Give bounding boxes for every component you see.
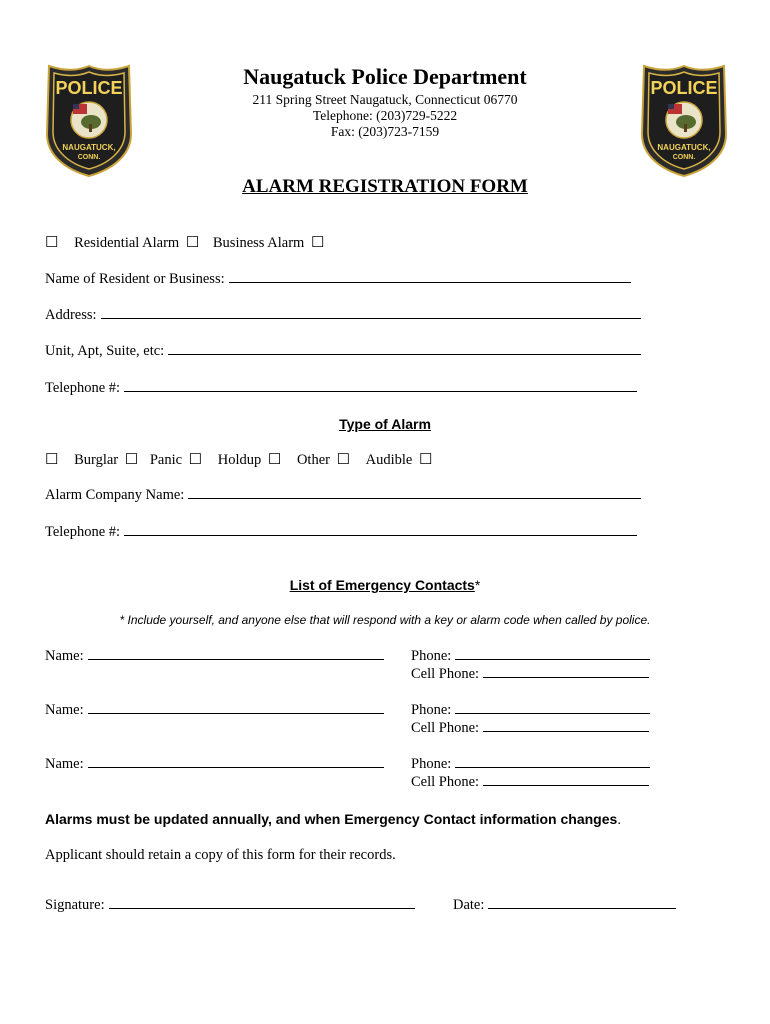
contact-1-cell-input[interactable] bbox=[483, 665, 649, 678]
contact-3-name-row bbox=[45, 755, 384, 773]
badge-right-bottom2-text: CONN. bbox=[672, 154, 696, 161]
contact-2-name-input[interactable] bbox=[88, 701, 384, 714]
date-label: Date: bbox=[453, 897, 485, 913]
badge-left-bottom2-text: CONN. bbox=[77, 154, 101, 161]
address-row bbox=[45, 306, 641, 324]
audible-label: Audible bbox=[365, 452, 413, 468]
resident-name-row bbox=[45, 270, 631, 288]
contact-3-phone-label: Phone: bbox=[411, 756, 452, 772]
contact-1-phone-input[interactable] bbox=[455, 647, 650, 660]
unit-label: Unit, Apt, Suite, etc: bbox=[45, 343, 165, 359]
department-address: 211 Spring Street Naugatuck, Connecticut 06770 bbox=[252, 92, 518, 107]
contact-2-cell-row bbox=[411, 719, 649, 737]
update-notice: Alarms must be updated annually, and when Emergency Contact information changes bbox=[45, 811, 618, 827]
department-fax: Fax: (203)723-7159 bbox=[330, 124, 440, 139]
retain-copy-note: Applicant should retain a copy of this form for their records. bbox=[45, 847, 396, 863]
resident-name-label: Name of Resident or Business: bbox=[45, 271, 225, 287]
burglar-checkbox[interactable]: ☐ bbox=[45, 452, 59, 468]
residential-label: Residential Alarm bbox=[74, 235, 180, 251]
other-kind-checkbox[interactable]: ☐ bbox=[310, 235, 325, 251]
signature-input[interactable] bbox=[109, 896, 415, 909]
panic-checkbox[interactable]: ☐ bbox=[124, 452, 139, 468]
contact-1-phone-row bbox=[411, 647, 650, 665]
business-label: Business Alarm bbox=[212, 235, 305, 251]
type-of-alarm-heading: Type of Alarm bbox=[339, 416, 431, 432]
contact-2-phone-label: Phone: bbox=[411, 702, 452, 718]
address-label: Address: bbox=[45, 307, 97, 323]
contact-2-name-label: Name: bbox=[45, 702, 84, 718]
emergency-contacts-note: * Include yourself, and anyone else that will respond with a key or alarm code when called by police. bbox=[119, 613, 651, 627]
contact-1-phone-label: Phone: bbox=[411, 648, 452, 664]
contact-1-cell-row bbox=[411, 665, 649, 683]
burglar-label: Burglar bbox=[74, 452, 119, 468]
signature-row bbox=[45, 896, 415, 914]
emergency-contacts-heading: List of Emergency Contacts bbox=[289, 577, 475, 593]
contact-2-phone-input[interactable] bbox=[455, 701, 650, 714]
emergency-contacts-heading-row bbox=[0, 577, 770, 593]
unit-input[interactable] bbox=[168, 342, 641, 355]
date-input[interactable] bbox=[488, 896, 676, 909]
audible-after-checkbox[interactable]: ☐ bbox=[419, 452, 433, 468]
alarm-company-telephone-row bbox=[45, 523, 637, 541]
contact-2-name-row bbox=[45, 701, 384, 719]
contact-3-phone-row bbox=[411, 755, 650, 773]
contact-1-name-row bbox=[45, 647, 384, 665]
residential-checkbox[interactable]: ☐ bbox=[45, 235, 59, 251]
contact-1-cell-label: Cell Phone: bbox=[411, 666, 480, 682]
holdup-label: Holdup bbox=[217, 452, 262, 468]
contact-1-name-input[interactable] bbox=[88, 647, 384, 660]
contact-3-cell-input[interactable] bbox=[483, 773, 649, 786]
alarm-company-label: Alarm Company Name: bbox=[45, 487, 185, 503]
alarm-company-telephone-input[interactable] bbox=[124, 523, 637, 536]
contact-3-cell-row bbox=[411, 773, 649, 791]
other-label: Other bbox=[296, 452, 330, 468]
contact-2-cell-label: Cell Phone: bbox=[411, 720, 480, 736]
contact-3-name-input[interactable] bbox=[88, 755, 384, 768]
contact-2-phone-row bbox=[411, 701, 650, 719]
alarm-company-row bbox=[45, 486, 641, 504]
contact-1-name-label: Name: bbox=[45, 648, 84, 664]
address-input[interactable] bbox=[101, 306, 641, 319]
contact-3-name-label: Name: bbox=[45, 756, 84, 772]
alarm-company-telephone-label: Telephone #: bbox=[45, 524, 121, 540]
telephone-input[interactable] bbox=[124, 379, 637, 392]
other-checkbox[interactable]: ☐ bbox=[267, 452, 282, 468]
panic-label: Panic bbox=[149, 452, 183, 468]
contact-3-cell-label: Cell Phone: bbox=[411, 774, 480, 790]
audible-checkbox[interactable]: ☐ bbox=[336, 452, 351, 468]
badge-left-bottom-text: NAUGATUCK, bbox=[62, 143, 116, 152]
telephone-row bbox=[45, 379, 637, 397]
resident-name-input[interactable] bbox=[229, 270, 631, 283]
badge-right-top-text: POLICE bbox=[650, 78, 718, 98]
contact-2-cell-input[interactable] bbox=[483, 719, 649, 732]
contact-3-phone-input[interactable] bbox=[455, 755, 650, 768]
telephone-label: Telephone #: bbox=[45, 380, 121, 396]
unit-row bbox=[45, 342, 641, 360]
department-telephone: Telephone: (203)729-5222 bbox=[312, 108, 458, 123]
date-row bbox=[453, 896, 676, 914]
signature-label: Signature: bbox=[45, 897, 105, 913]
badge-right-bottom-text: NAUGATUCK, bbox=[657, 143, 711, 152]
emergency-contacts-asterisk: * bbox=[474, 577, 481, 593]
business-checkbox[interactable]: ☐ bbox=[185, 235, 200, 251]
department-name: Naugatuck Police Department bbox=[243, 64, 527, 89]
form-title: ALARM REGISTRATION FORM bbox=[242, 176, 528, 197]
alarm-company-input[interactable] bbox=[188, 486, 641, 499]
alarm-type-row bbox=[45, 450, 432, 469]
badge-left-top-text: POLICE bbox=[55, 78, 123, 98]
update-notice-period: . bbox=[617, 811, 622, 827]
holdup-checkbox[interactable]: ☐ bbox=[188, 452, 203, 468]
update-notice-row bbox=[45, 811, 621, 827]
alarm-kind-row bbox=[45, 233, 324, 252]
